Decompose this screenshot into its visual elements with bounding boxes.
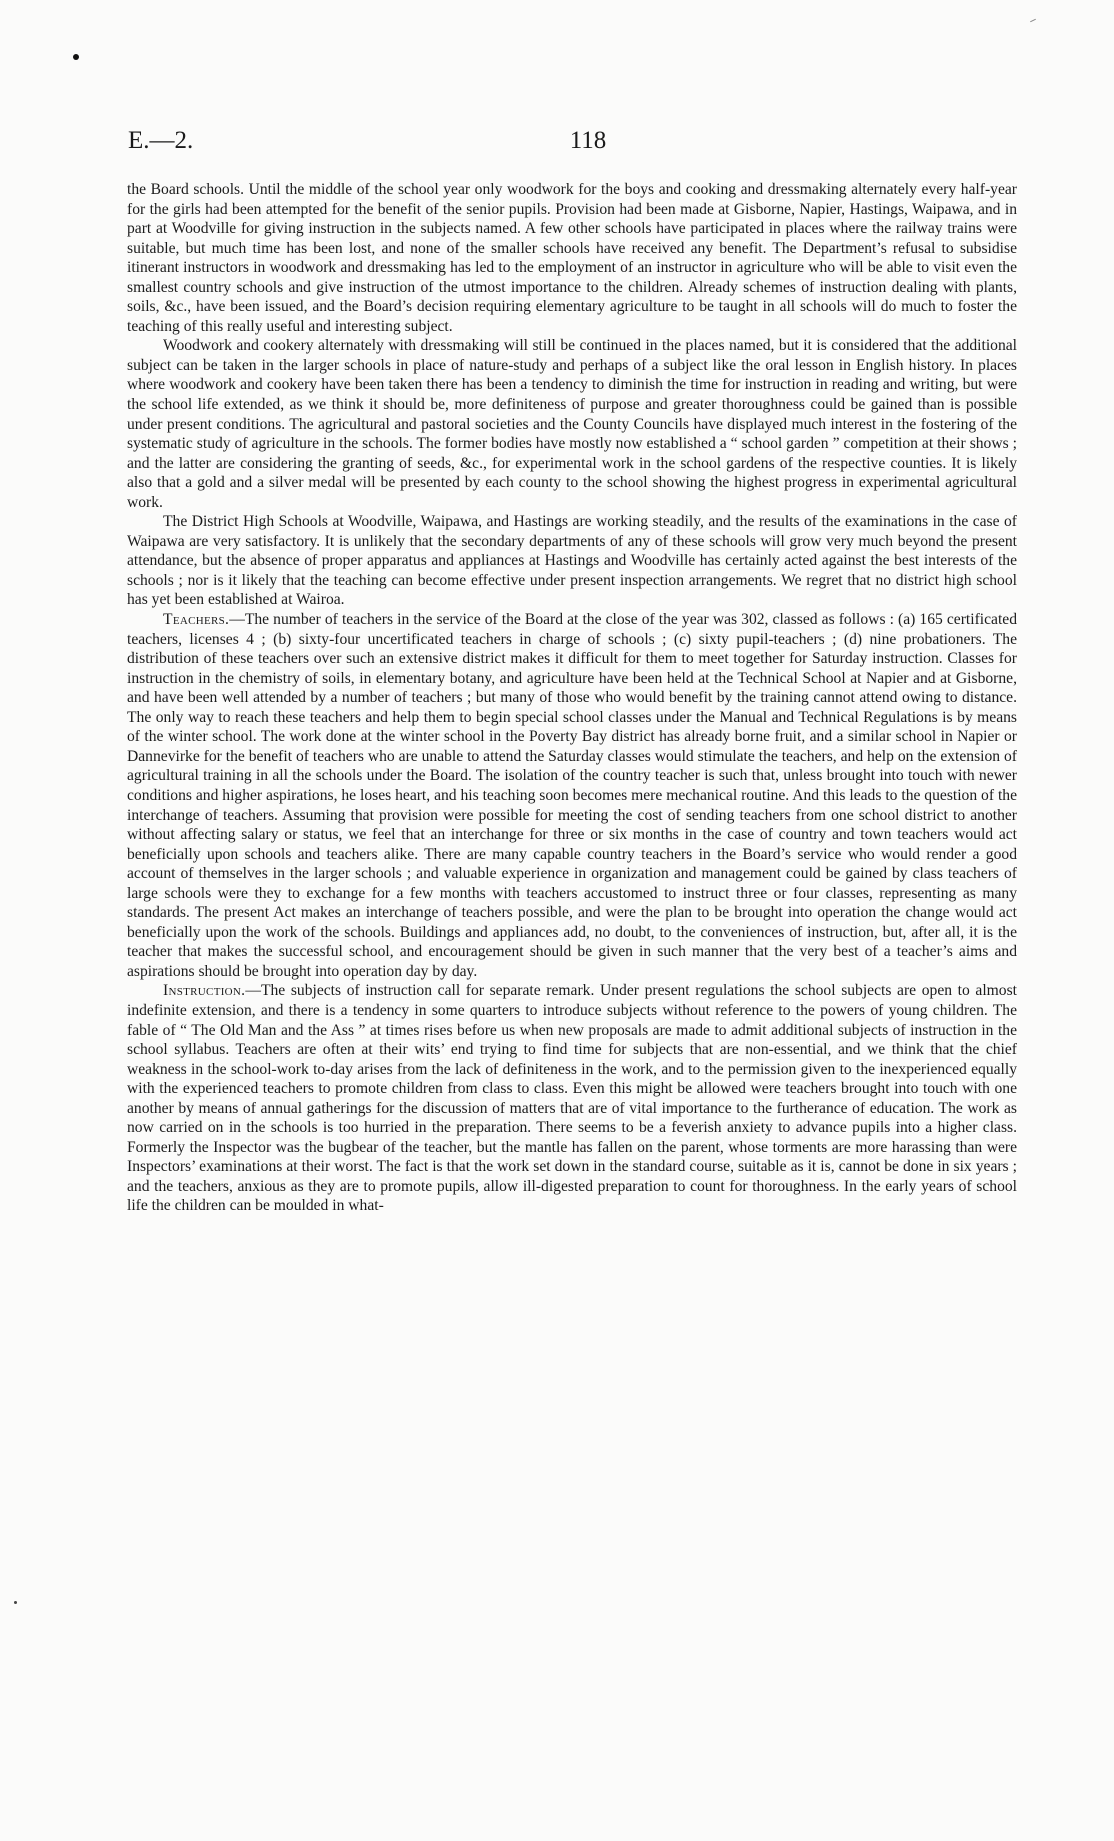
paragraph-text: the Board schools. Until the middle of the school year only woodwork for the boys and cooking and dressmaking alternately every half-year for the girls had been attempted for the benefit of the senior pupils. Provision had been made at Gisborne, Napier, Hastings, Waipawa, and in part at Woodville for giving instruction in the subjects named. A few other schools have participated in places where the railway trains were suitable, but much time has been lost, and none of the smaller schools have received any benefit. The Department’s refusal to subsidise itinerant instructors in woodwork and dressmaking has led to the employment of an instructor in agriculture who will be able to visit even the smallest country schools and give instruction of the utmost importance to the children. Already schemes of instruction dealing with plants, soils, &c., have been issued, and the Board’s decision requiring elementary agriculture to be taught in all schools will do much to foster the teaching of this really useful and interesting subject. [127, 181, 1017, 335]
paragraph-district-high-schools [127, 512, 1017, 610]
page-header [128, 127, 1008, 161]
document-reference: E.—2. [128, 127, 194, 154]
paragraph-instruction [127, 981, 1017, 1216]
ink-dot [14, 1601, 17, 1604]
report-body [127, 180, 1017, 1216]
page-number: 118 [569, 127, 607, 154]
paragraph-teachers [127, 610, 1017, 981]
ink-mark [1030, 19, 1036, 22]
section-heading: Teachers. [163, 611, 230, 629]
paragraph-text: The District High Schools at Woodville, Waipawa, and Hastings are working steadily, and the results of the examinations in the case of Waipawa are very satisfactory. It is unlikely that the secondary departments of any of these schools will grow very much beyond the present attendance, but the absence of proper apparatus and appliances at Hastings and Woodville has certainly acted against the best interests of the schools ; nor is it likely that the teaching can become effective under present inspection arrangements. We regret that no district high school has yet been established at Wairoa. [127, 513, 1017, 609]
paragraph-text: —The number of teachers in the service of the Board at the close of the year was 302, classed as follows : (a) 165 certificated teachers, licenses 4 ; (b) sixty-four uncertificated teachers in charge of schools ; (c) sixty pupil-teachers ; (d) nine probationers. The distribution of these teachers over such an extensive district makes it difficult for them to meet together for Saturday instruction. Classes for instruction in the chemistry of soils, in elementary botany, and agriculture have been held at the Technical School at Napier and at Gisborne, and have been well attended by a number of teachers ; but many of those who would benefit by the training cannot attend owing to distance. The only way to reach these teachers and help them to begin special school classes under the Manual and Technical Regulations is by means of the winter school. The work done at the winter school in the Poverty Bay district has already borne fruit, and a similar school in Napier or Dannevirke for the benefit of teachers who are unable to attend the Saturday classes would stimulate the teachers, and help on the extension of agricultural training in all the schools under the Board. The isolation of the country teacher is such that, unless brought into touch with newer conditions and higher aspirations, he loses heart, and his teaching soon becomes mere mechanical routine. And this leads to the question of the interchange of teachers. Assuming that provision were possible for meeting the cost of sending teachers from one school district to another without affecting salary or status, we feel that an interchange for three or six months in the case of country and town teachers would act beneficially upon schools and teachers alike. There are many capable country teachers in the Board’s service who would render a good account of themselves in the larger schools ; and valuable experience in organization and management could be gained by class teachers of large schools were they to exchange for a few months with teachers accustomed to instruct three or four classes, representing as many standards. The present Act makes an interchange of teachers possible, and were the plan to be brought into operation the change would act beneficially upon the work of the schools. Buildings and appliances add, no doubt, to the conveniences of instruction, but, after all, it is the teacher that makes the successful school, and encouragement should be given in such manner that the very best of a teacher’s aims and aspirations should be brought into operation day by day. [127, 611, 1017, 980]
paragraph-board-schools [127, 180, 1017, 336]
paragraph-text: —The subjects of instruction call for separate remark. Under present regulations the school subjects are open to almost indefinite extension, and there is a tendency in some quarters to introduce subjects without reference to the powers of young children. The fable of “ The Old Man and the Ass ” at times rises before us when new proposals are made to admit additional subjects of instruction in the school syllabus. Teachers are often at their wits’ end trying to find time for subjects that are non-essential, and we think that the chief weakness in the school-work to-day arises from the lack of definiteness in the work, and to the permission given to the inexperienced equally with the experienced teachers to promote children from class to class. Even this might be allowed were teachers brought into touch with one another by means of annual gatherings for the discussion of matters that are of vital importance to the furtherance of education. The work as now carried on in the schools is too hurried in the preparation. There seems to be a feverish anxiety to advance pupils into a higher class. Formerly the Inspector was the bugbear of the teacher, but the mantle has fallen on the parent, whose torments are more harassing than were Inspectors’ examinations at their worst. The fact is that the work set down in the standard course, suitable as it is, cannot be done in six years ; and the teachers, anxious as they are to promote pupils, allow ill-digested preparation to count for thoroughness. In the early years of school life the children can be moulded in what- [127, 982, 1017, 1215]
paragraph-woodwork [127, 336, 1017, 512]
paragraph-text: Woodwork and cookery alternately with dressmaking will still be continued in the places named, but it is considered that the additional subject can be taken in the larger schools in place of nature-study and perhaps of a subject like the oral lesson in English history. In places where woodwork and cookery have been taken there has been a tendency to diminish the time for instruction in reading and writing, but were the school life extended, as we think it should be, more definiteness of purpose and greater thoroughness could be gained than is possible under present conditions. The agricultural and pastoral societies and the County Councils have displayed much interest in the fostering of the systematic study of agriculture in the schools. The former bodies have mostly now established a “ school garden ” competition at their shows ; and the latter are considering the granting of seeds, &c., for experimental work in the school gardens of the respective counties. It is likely also that a gold and a silver medal will be presented by each county to the school showing the highest progress in experimental agricultural work. [127, 337, 1017, 511]
section-heading: Instruction. [163, 982, 246, 1000]
ink-dot [73, 54, 79, 60]
